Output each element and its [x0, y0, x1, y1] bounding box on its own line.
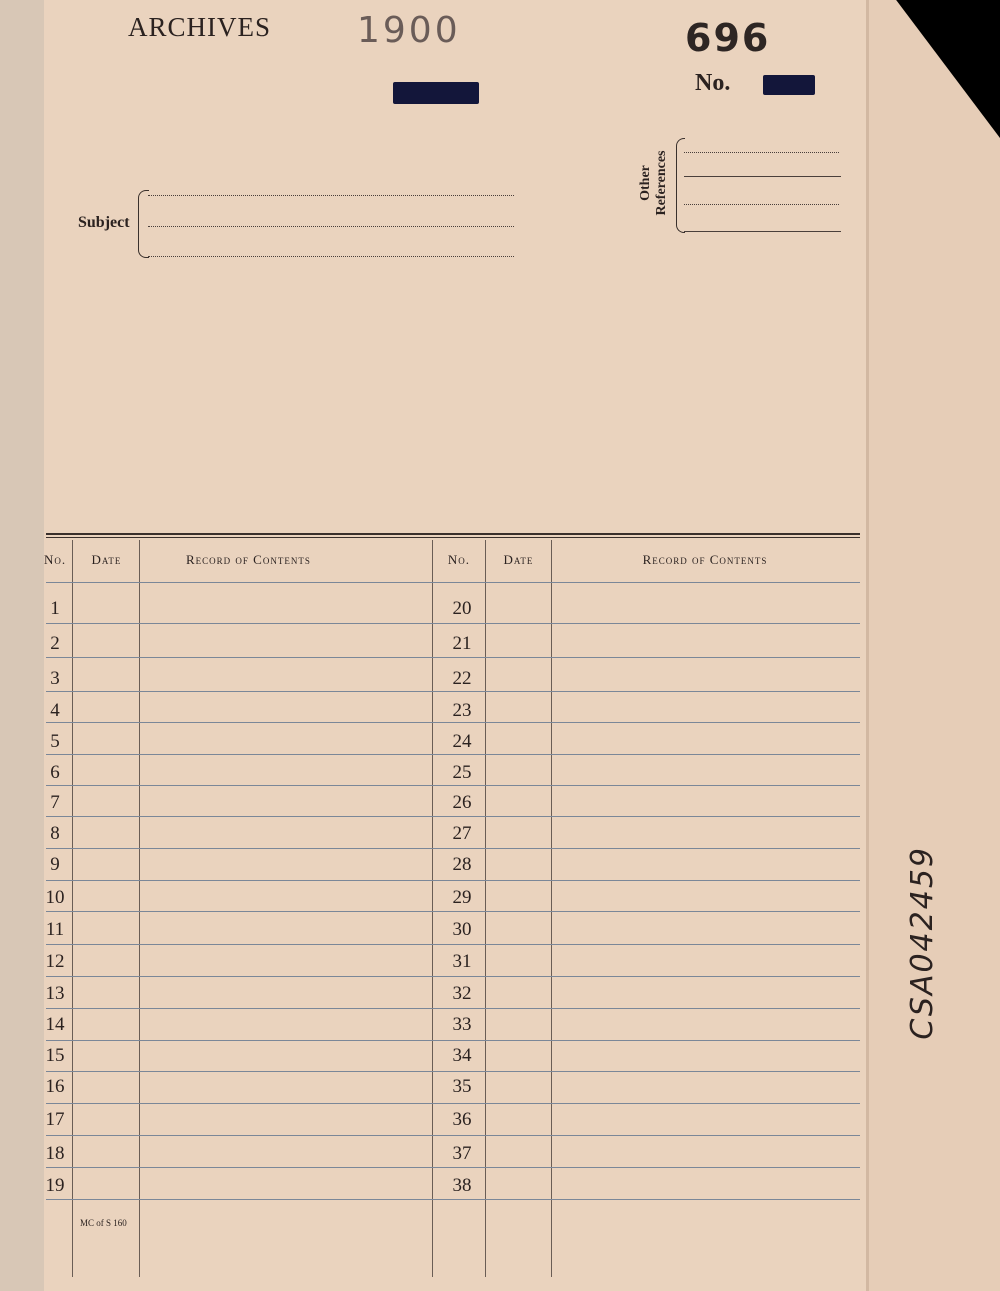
- row-number: 1: [50, 598, 60, 619]
- row-number: 25: [452, 762, 472, 783]
- row-rule: [46, 1071, 860, 1072]
- row-number: 17: [45, 1109, 65, 1130]
- row-rule: [46, 722, 860, 723]
- row-number: 10: [45, 887, 65, 908]
- handwritten-reference: CSA042459: [905, 846, 940, 1040]
- other-references-line: [684, 176, 841, 177]
- row-number: 33: [452, 1014, 472, 1035]
- row-rule: [46, 944, 860, 945]
- folder-flap: [866, 0, 1000, 1291]
- row-number: 9: [50, 854, 60, 875]
- row-rule: [46, 976, 860, 977]
- row-number: 24: [452, 731, 472, 752]
- subject-line: [148, 226, 514, 227]
- row-rule: [46, 623, 860, 624]
- row-number: 7: [50, 792, 60, 813]
- header-no-left: No.: [44, 552, 67, 567]
- row-rule: [46, 754, 860, 755]
- redaction-mark: [763, 75, 815, 95]
- row-rule: [46, 1199, 860, 1200]
- row-number: 38: [452, 1175, 472, 1196]
- row-number: 27: [452, 823, 472, 844]
- row-number: 18: [45, 1143, 65, 1164]
- row-rule: [46, 785, 860, 786]
- row-rule: [46, 582, 860, 583]
- row-number: 29: [452, 887, 472, 908]
- row-number: 15: [45, 1045, 65, 1066]
- row-rule: [46, 657, 860, 658]
- year-stamp: 1900: [357, 10, 461, 51]
- row-number: 31: [452, 951, 472, 972]
- row-number: 35: [452, 1076, 472, 1097]
- table-top-rule: [46, 533, 860, 535]
- form-code: MC of S 160: [80, 1218, 127, 1228]
- row-number: 2: [50, 633, 60, 654]
- row-number: 8: [50, 823, 60, 844]
- header-record-left: Record of Contents: [186, 552, 311, 567]
- row-rule: [46, 880, 860, 881]
- row-number: 16: [45, 1076, 65, 1097]
- archives-label: ARCHIVES: [128, 12, 272, 42]
- other-references-line: [684, 231, 841, 232]
- row-number: 30: [452, 919, 472, 940]
- header-date-right: Date: [503, 552, 534, 567]
- subject-line: [148, 195, 514, 196]
- row-number: 28: [452, 854, 472, 875]
- row-number: 22: [452, 668, 472, 689]
- file-number-stamp: 696: [685, 16, 771, 60]
- row-number: 21: [452, 633, 472, 654]
- row-number: 12: [45, 951, 65, 972]
- row-number: 23: [452, 700, 472, 721]
- other-references-line: [684, 152, 839, 153]
- redaction-mark: [393, 82, 479, 104]
- table-top-rule: [46, 537, 860, 538]
- row-number: 14: [45, 1014, 65, 1035]
- header-date-left: Date: [91, 552, 122, 567]
- row-rule: [46, 691, 860, 692]
- row-number: 5: [50, 731, 60, 752]
- subject-brace: [138, 190, 149, 258]
- row-number: 34: [452, 1045, 472, 1066]
- row-rule: [46, 1040, 860, 1041]
- folder-spine: [0, 0, 45, 1291]
- header-record-right: Record of Contents: [642, 552, 768, 567]
- row-rule: [46, 816, 860, 817]
- row-rule: [46, 1103, 860, 1104]
- row-number: 32: [452, 983, 472, 1004]
- other-references-line: [684, 204, 839, 205]
- row-rule: [46, 1167, 860, 1168]
- row-number: 13: [45, 983, 65, 1004]
- row-number: 20: [452, 598, 472, 619]
- row-rule: [46, 848, 860, 849]
- subject-label: Subject: [78, 214, 130, 231]
- row-rule: [46, 1135, 860, 1136]
- header-no-right: No.: [447, 552, 471, 567]
- subject-line: [148, 256, 514, 257]
- row-number: 36: [452, 1109, 472, 1130]
- row-number: 3: [50, 668, 60, 689]
- row-number: 37: [452, 1143, 472, 1164]
- row-rule: [46, 1008, 860, 1009]
- row-rule: [46, 911, 860, 912]
- other-references-label: Other References: [638, 150, 669, 216]
- row-number: 26: [452, 792, 472, 813]
- row-number: 4: [50, 700, 60, 721]
- number-label: No.: [695, 70, 731, 96]
- row-number: 19: [45, 1175, 65, 1196]
- row-number: 6: [50, 762, 60, 783]
- row-number: 11: [45, 919, 65, 940]
